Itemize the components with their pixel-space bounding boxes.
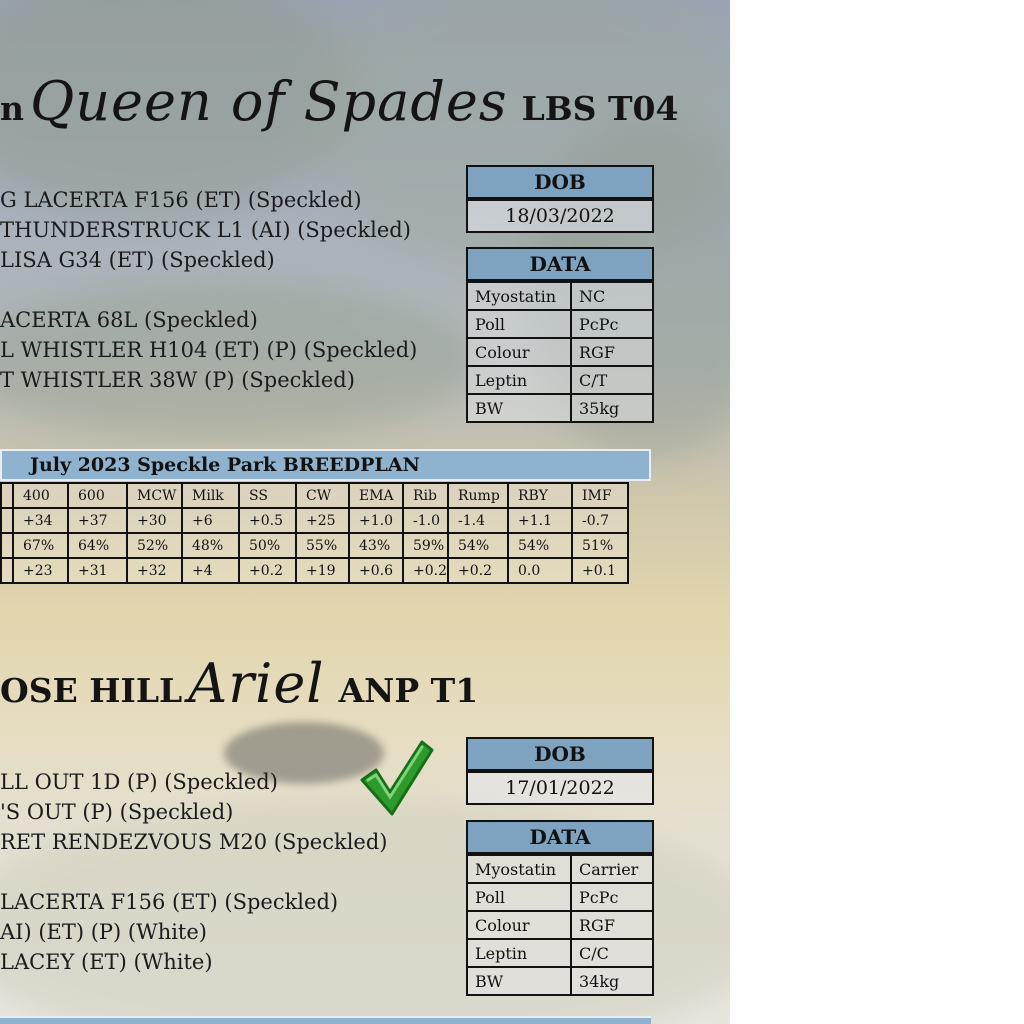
data-row bbox=[467, 366, 653, 394]
breedplan-cell: +1.0 bbox=[349, 508, 403, 533]
pedigree-line: THUNDERSTRUCK L1 (AI) (Speckled) bbox=[0, 218, 411, 242]
breedplan-cell bbox=[1, 558, 13, 583]
pedigree-line: LL OUT 1D (P) (Speckled) bbox=[0, 770, 278, 794]
animal2-name-prefix: OSE HILL bbox=[0, 671, 183, 710]
breedplan-cell: -0.7 bbox=[572, 508, 628, 533]
breedplan-header-cell: IMF bbox=[572, 483, 628, 508]
pedigree-line: G LACERTA F156 (ET) (Speckled) bbox=[0, 188, 362, 212]
pedigree-line: 'S OUT (P) (Speckled) bbox=[0, 800, 234, 824]
animal1-data-table bbox=[466, 281, 654, 423]
data-row bbox=[467, 911, 653, 939]
breedplan-cell: 59% bbox=[403, 533, 448, 558]
breedplan-cell: -1.4 bbox=[448, 508, 508, 533]
data-value: C/T bbox=[571, 366, 653, 394]
animal2-data-header: DATA bbox=[466, 820, 654, 854]
breedplan-cell: 50% bbox=[239, 533, 296, 558]
animal1-dob-value: 18/03/2022 bbox=[466, 199, 654, 233]
data-row bbox=[467, 883, 653, 911]
data-row bbox=[467, 310, 653, 338]
animal1-pedigree bbox=[0, 185, 417, 395]
data-key: BW bbox=[467, 394, 571, 422]
data-value: Carrier bbox=[571, 855, 653, 883]
breedplan-header-cell: MCW bbox=[127, 483, 182, 508]
breedplan-header-cell: 400 bbox=[13, 483, 68, 508]
breedplan-header-cell bbox=[1, 483, 13, 508]
breedplan-cell: +30 bbox=[127, 508, 182, 533]
breedplan-row bbox=[1, 533, 628, 558]
data-value: 35kg bbox=[571, 394, 653, 422]
animal2-dob-value: 17/01/2022 bbox=[466, 771, 654, 805]
pedigree-line: T WHISTLER 38W (P) (Speckled) bbox=[0, 368, 355, 392]
pedigree-line bbox=[0, 275, 417, 305]
data-key: Myostatin bbox=[467, 855, 571, 883]
data-value: PcPc bbox=[571, 883, 653, 911]
breedplan-header-row bbox=[1, 483, 628, 508]
animal1-data-header: DATA bbox=[466, 247, 654, 281]
breedplan-cell: +1.1 bbox=[508, 508, 572, 533]
pedigree-line: ACERTA 68L (Speckled) bbox=[0, 308, 258, 332]
breedplan-cell: 43% bbox=[349, 533, 403, 558]
animal1-name-script: Queen of Spades bbox=[30, 70, 508, 133]
breedplan-cell: +0.1 bbox=[572, 558, 628, 583]
breedplan-cell bbox=[1, 533, 13, 558]
data-row bbox=[467, 939, 653, 967]
check-mark-icon bbox=[356, 736, 436, 818]
data-key: Leptin bbox=[467, 366, 571, 394]
breedplan-cell bbox=[1, 508, 13, 533]
animal2-data-table bbox=[466, 854, 654, 996]
data-key: Colour bbox=[467, 911, 571, 939]
data-value: RGF bbox=[571, 911, 653, 939]
breedplan-cell: +4 bbox=[182, 558, 239, 583]
data-value: NC bbox=[571, 282, 653, 310]
animal2-name-script: Ariel bbox=[188, 652, 325, 715]
breedplan-cell: 54% bbox=[508, 533, 572, 558]
animal2-title bbox=[0, 652, 478, 715]
pedigree-line: LISA G34 (ET) (Speckled) bbox=[0, 248, 275, 272]
animal1-title bbox=[0, 70, 678, 133]
breedplan-cell: +0.5 bbox=[239, 508, 296, 533]
pedigree-line: AI) (ET) (P) (White) bbox=[0, 920, 207, 944]
breedplan-cell: 52% bbox=[127, 533, 182, 558]
breedplan-cell: 55% bbox=[296, 533, 349, 558]
data-key: Colour bbox=[467, 338, 571, 366]
breedplan-cell: +34 bbox=[13, 508, 68, 533]
data-row bbox=[467, 394, 653, 422]
breedplan-cell: 48% bbox=[182, 533, 239, 558]
breedplan-cell: 54% bbox=[448, 533, 508, 558]
breedplan-cell: -1.0 bbox=[403, 508, 448, 533]
data-row bbox=[467, 338, 653, 366]
animal1-dob-header: DOB bbox=[466, 165, 654, 199]
breedplan-cell: +0.2 bbox=[448, 558, 508, 583]
pedigree-line bbox=[0, 857, 388, 887]
pedigree-line: LACEY (ET) (White) bbox=[0, 950, 213, 974]
breedplan-cell: +0.2 bbox=[239, 558, 296, 583]
breedplan-cell: 0.0 bbox=[508, 558, 572, 583]
data-key: Leptin bbox=[467, 939, 571, 967]
breedplan-header-cell: EMA bbox=[349, 483, 403, 508]
animal1-tag: LBS T04 bbox=[521, 89, 679, 128]
breedplan-header-cell: Rump bbox=[448, 483, 508, 508]
animal1-name-prefix: n bbox=[0, 89, 24, 128]
breedplan-header-cell: 600 bbox=[68, 483, 127, 508]
breedplan-header-cell: RBY bbox=[508, 483, 572, 508]
data-key: Myostatin bbox=[467, 282, 571, 310]
animal2-tag: ANP T1 bbox=[338, 671, 479, 710]
breedplan-header-cell: SS bbox=[239, 483, 296, 508]
breedplan-cell: 67% bbox=[13, 533, 68, 558]
data-key: BW bbox=[467, 967, 571, 995]
data-row bbox=[467, 282, 653, 310]
breedplan-cell: 64% bbox=[68, 533, 127, 558]
breedplan-header-cell: Milk bbox=[182, 483, 239, 508]
breedplan-cell: +31 bbox=[68, 558, 127, 583]
data-row bbox=[467, 967, 653, 995]
animal2-dob-header: DOB bbox=[466, 737, 654, 771]
data-value: 34kg bbox=[571, 967, 653, 995]
pedigree-line: LACERTA F156 (ET) (Speckled) bbox=[0, 890, 339, 914]
data-value: RGF bbox=[571, 338, 653, 366]
data-value: C/C bbox=[571, 939, 653, 967]
breedplan-cell: +25 bbox=[296, 508, 349, 533]
data-key: Poll bbox=[467, 310, 571, 338]
animal2-pedigree bbox=[0, 767, 388, 977]
data-key: Poll bbox=[467, 883, 571, 911]
breedplan-title: July 2023 Speckle Park BREEDPLAN bbox=[0, 449, 651, 481]
breedplan-cell: +0.2 bbox=[403, 558, 448, 583]
breedplan-table bbox=[0, 482, 629, 584]
breedplan-cell: 51% bbox=[572, 533, 628, 558]
data-row bbox=[467, 855, 653, 883]
breedplan-cell: +32 bbox=[127, 558, 182, 583]
breedplan-row bbox=[1, 558, 628, 583]
pedigree-line: L WHISTLER H104 (ET) (P) (Speckled) bbox=[0, 338, 418, 362]
breedplan-header-cell: CW bbox=[296, 483, 349, 508]
breedplan-cell: +23 bbox=[13, 558, 68, 583]
data-value: PcPc bbox=[571, 310, 653, 338]
breedplan-header-cell: Rib bbox=[403, 483, 448, 508]
breedplan-row bbox=[1, 508, 628, 533]
breedplan-cell: +0.6 bbox=[349, 558, 403, 583]
pedigree-line: RET RENDEZVOUS M20 (Speckled) bbox=[0, 830, 388, 854]
breedplan-cell: +6 bbox=[182, 508, 239, 533]
next-breedplan-header-strip bbox=[0, 1016, 651, 1024]
breedplan-cell: +37 bbox=[68, 508, 127, 533]
breedplan-cell: +19 bbox=[296, 558, 349, 583]
